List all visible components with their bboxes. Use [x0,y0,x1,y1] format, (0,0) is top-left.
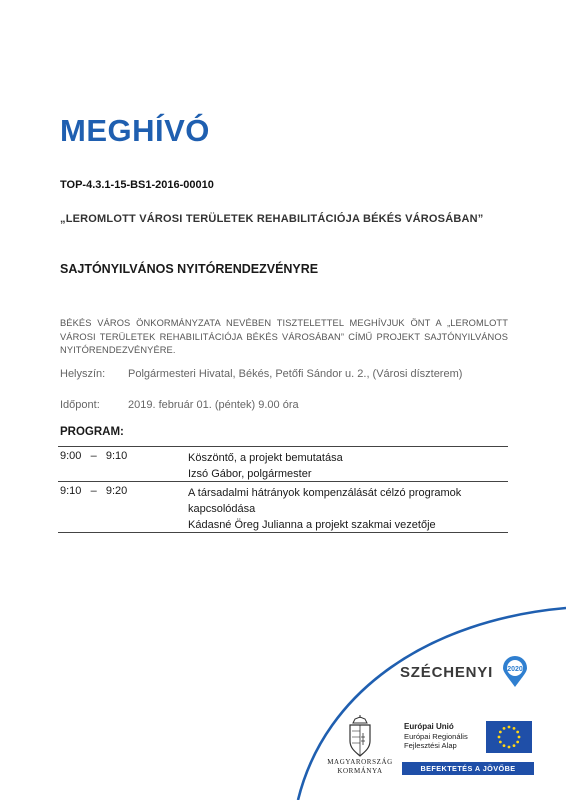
eu-text [404,722,468,751]
program-item-title: A társadalmi hátrányok kompenzálását célzó programok [188,487,462,499]
eu-flag-icon [486,721,532,753]
eu-line-1: Európai Unió [404,722,454,731]
eu-star [513,727,516,730]
hungarian-coat-of-arms-icon [343,715,377,759]
location-value: Polgármesteri Hivatal, Békés, Petőfi Sándor u. 2., (Városi díszterem) [128,368,463,380]
program-row [60,485,506,530]
eu-star [503,727,506,730]
eu-star [516,741,519,744]
location-label: Helyszín: [60,368,106,380]
program-item-speaker: Kádasné Öreg Julianna a projekt szakmai vezetője [188,519,436,531]
time-label: Időpont: [60,399,100,411]
eu-star [518,736,521,739]
program-item-title: Köszöntő, a projekt bemutatása [188,452,343,464]
program-item-speaker: Izsó Gábor, polgármester [188,468,312,480]
government-logo-text [322,758,398,776]
eu-line-3: Fejlesztési Alap [404,741,457,750]
program-time: 9:00 – 9:10 [60,450,128,462]
eu-star [499,731,502,734]
invitation-text: BÉKÉS VÁROS ÖNKORMÁNYZATA NEVÉBEN TISZTELETTEL MEGHÍVJUK ÖNT A „LEROMLOTT VÁROSI TERÜLETEK REHABILITÁCIÓJA BÉKÉS VÁROSÁBAN” CÍMŰ PROJEKT SAJTÓNYILVÁNOS NYITÓRENDEZVÉNYÉRE. [60,318,508,355]
location-row [60,368,462,380]
eu-star [498,736,501,739]
eu-line-2: Európai Regionális [404,731,468,741]
project-name: „LEROMLOTT VÁROSI TERÜLETEK REHABILITÁCIÓJA BÉKÉS VÁROSÁBAN” [60,213,484,225]
event-subtitle: SAJTÓNYILVÁNOS NYITÓRENDEZVÉNYRE [60,262,319,276]
eu-star [503,744,506,747]
eu-star [508,726,511,729]
eu-star [499,741,502,744]
program-heading: PROGRAM: [60,426,124,438]
time-row [60,399,299,411]
program-time: 9:10 – 9:20 [60,485,128,497]
program-table-top-rule [58,446,508,447]
page-title: MEGHÍVÓ [60,113,210,148]
szechenyi-label: SZÉCHENYI [400,664,494,681]
project-code: TOP-4.3.1-15-BS1-2016-00010 [60,179,214,191]
government-line-1: MAGYARORSZÁG [327,758,393,766]
eu-star [508,746,511,749]
eu-motto-banner: BEFEKTETÉS A JÖVŐBE [402,762,534,775]
program-table-rule [58,481,508,482]
program-item-title-cont: kapcsolódása [188,503,256,515]
program-row [60,450,506,480]
eu-star [516,731,519,734]
eu-logo-block [402,719,534,759]
time-value: 2019. február 01. (péntek) 9.00 óra [128,399,299,411]
eu-star [513,744,516,747]
government-line-2: KORMÁNYA [337,767,383,775]
szechenyi-location-pin-icon [502,656,528,688]
szechenyi-year: 2020 [507,666,523,673]
program-table-bottom-rule [58,532,508,533]
